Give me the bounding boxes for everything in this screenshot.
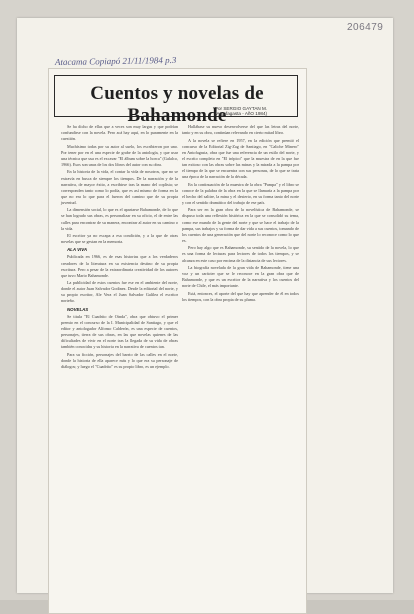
byline-location: (Antofagasta - AñO 1984) bbox=[214, 111, 268, 116]
paragraph: A la novela se refiere en 1957, en la edición que premió el concurso de la Editorial Zig-Zag de Santiago, en "Caliche Minero" en Antofagasta, obra que fue una referencia de un estilo del norte, y el escrito completo en "El trópico" que la muestra de en la que fue tan exitoso con las obras sobre las minas y la mirada a la pampa por el tiempo de la que se encuentra con sus personas, de lo que se trata una época de la narración de la década. bbox=[182, 137, 299, 180]
paragraph: La biografía novelada de la gran vida de Bahamonde, tiene una voz y un carácter que se le reconoce en la gran obra que de Bahamonde, y que es un escritor de la narrativa y los cuentos del norte de Chile, el más importante. bbox=[182, 265, 299, 289]
paragraph: Muchísimo todas por su autor al suelo, los escribieron por uno. Por tener por en el una especie de grabe de la antología, y que usar una técnica que usa es el excavar "El álbum sobre la horca" (Galalco, 1966). Esos son unas de los dos libros del autor con su obra. bbox=[61, 143, 178, 167]
article-column-right bbox=[182, 124, 299, 304]
byline-author: Por SERGIO GAYTAN M. bbox=[214, 106, 268, 111]
newspaper-clipping bbox=[48, 68, 307, 614]
paragraph: Está, entonces, el aporte del que hay que aprender de él en todos los tiempos, con la obra propia de su pluma. bbox=[182, 290, 299, 302]
article-column-left bbox=[61, 124, 178, 371]
paragraph: La publicidad de estos cuentos fue ese en el ambiente del norte, donde el autor Juan Salvador Godinez. Desde la editorial del norte, y su propio escritor, Ale Vera el Juan Salvador Galilea el escritor norteño. bbox=[61, 280, 178, 304]
article-byline bbox=[193, 106, 289, 116]
archive-sheet bbox=[17, 18, 393, 593]
paragraph: En la historia de la vida, el contar la vida de nosotros, que no se extravía en busca de siempre los tiempos. De la narración y de la narrativa, de mayor éxito, a escribirse tras la mano del coplista; se corresponden tanto como lo podía, que es así mismo de forma en la que no era lo que para el fueron del camino que de su propia juventud. bbox=[61, 169, 178, 205]
paragraph: Para su ficción, personajes del barrio de las calles en el norte, donde la historia de ella aparece más y lo que era su personaje de diálogos; y luego el "Cuadrito" es su propio libro, es un ejemplo. bbox=[61, 351, 178, 369]
paragraph: Publicada en 1966, es de esas historias que a los verdaderos creadores de la literatura en su existencia destino de su propia escritura. Pero a pesar de la extraordinaria creatividad de los autores que tuvo Mario Bahamonde. bbox=[61, 254, 178, 278]
paragraph: En la continuación de la muestra de la obra "Pampa" y el libro se conoce de la palabra de la obra en la que se llamaría a la pampa por el hecho del salitre, la mina y el desierto, en su forma tanto del norte y con el sentido dramático del trabajo de ese país. bbox=[182, 181, 299, 205]
article-headline: Cuentos y novelas de Bahamonde bbox=[90, 83, 264, 126]
headline-box bbox=[54, 75, 298, 126]
paragraph: El escritor ya no escapa a esa condición, y a la que de otras novelas que se gestan en la memoria. bbox=[61, 233, 178, 245]
paragraph: Se titula "El Cuadrito de Oinda", obra que obtuvo el primer premio en el concurso de la I. Municipalidad de Santiago, y que el editor y antologador Alfonso Calderón, es una especie de cuentos, personajes, tierra de sus obras, en las que novelas quienes de las dificultades de vivir en el norte tras la llegada de su vida de obras también conocidas y su historia en la narrativa de cuentos tan. bbox=[61, 313, 178, 350]
paragraph: La dimensión social, lo que es el apartarse Bahamonde, de lo que se han logrado sus obras, es personalizar en su oficio, el de entre las calles para encontrar de su manera, encontrar al autor en su camino o la vida. bbox=[61, 207, 178, 231]
paragraph: Se ha dicho de ellas que a veces son muy largas y que podrían confundirse con la novela. Pero acá hay aquí, en lo puramente en la cuestión. bbox=[61, 124, 178, 142]
paragraph: Para ser en la gran obra de la novelística de Bahamonde, se dispuso toda una reflexión histórica en la que se consolidó su tema, como ese mundo de la gente del norte y que se hace el trabajo de la pampa, sus trabajos y su forma de dar vida a sus cuentos, tomando de los cuentos de una generación que del norte lo reconoce como lo que es. bbox=[182, 207, 299, 243]
paragraph: Hallábase su nuevo desenvolverse del que las letras del norte, tanto y en su obra, continúan relevando en cierto mitad libro. bbox=[182, 124, 299, 136]
section-subhead: ALA VIVA bbox=[67, 247, 88, 253]
archive-reference-number: 206479 bbox=[347, 22, 384, 33]
handwritten-source-note: Atacama Copiapó 21/11/1984 p.3 bbox=[54, 54, 177, 68]
section-subhead: NOVELAS bbox=[67, 306, 89, 312]
paragraph: Pero hay algo que es Bahamonde, su sentido de la novela, lo que es una forma de lecturas para lectores de todos los tiempos, y se alcanza en este caso por encima de la distancia de sus lectores. bbox=[182, 245, 299, 263]
